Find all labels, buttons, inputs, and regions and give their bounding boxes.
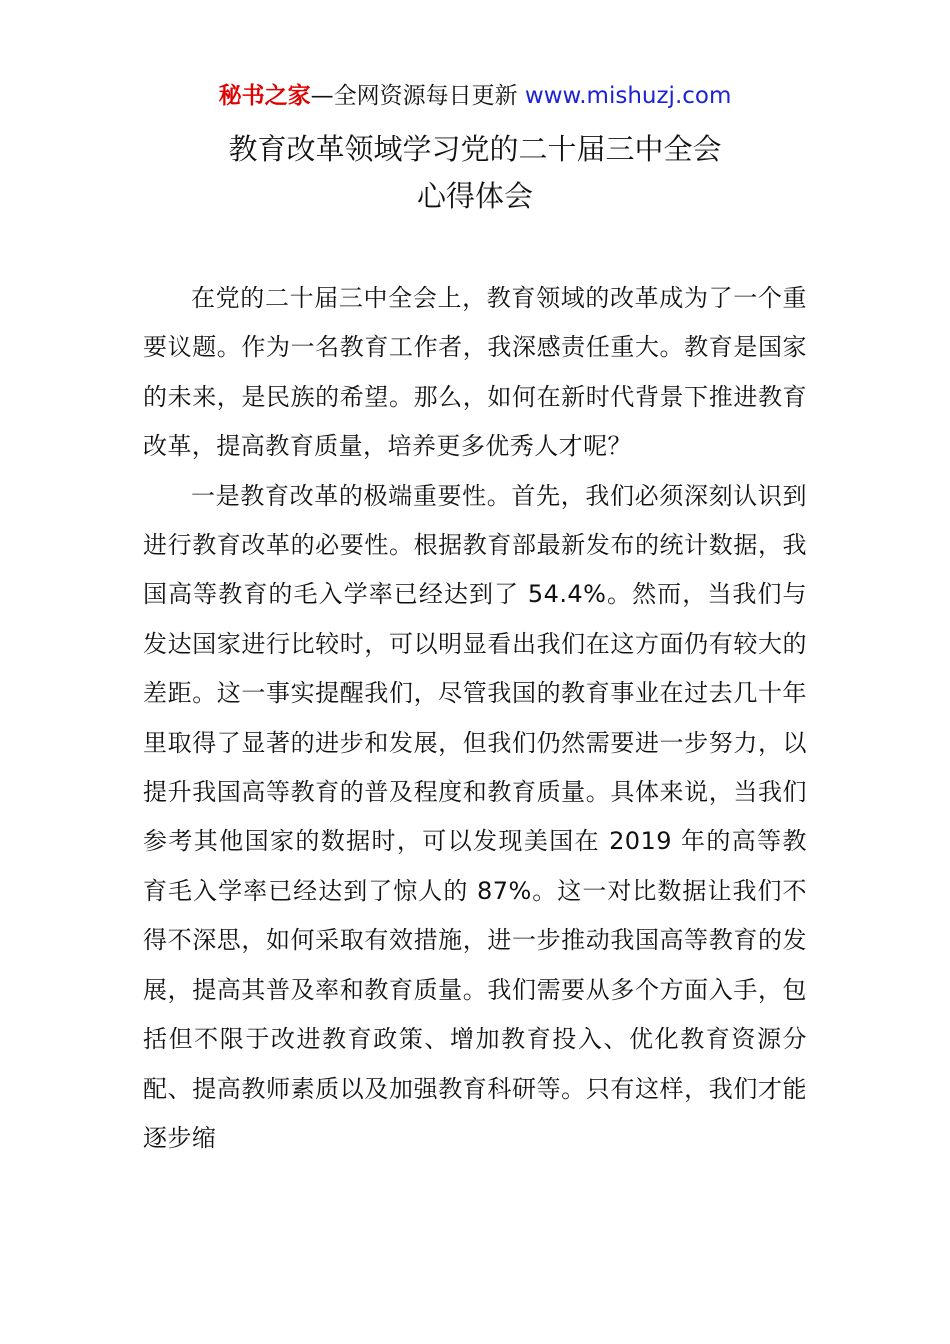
header-tagline: —全网资源每日更新 xyxy=(310,83,518,109)
body-paragraph-1: 在党的二十届三中全会上，教育领域的改革成为了一个重要议题。作为一名教育工作者，我深感责任重大。教育是国家的未来，是民族的希望。那么，如何在新时代背景下推进教育改革，提高教育质量，培养更多优秀人才呢？ xyxy=(143,284,807,461)
body-paragraph-2: 一是教育改革的极端重要性。首先，我们必须深刻认识到进行教育改革的必要性。根据教育部最新发布的统计数据，我国高等教育的毛入学率已经达到了 54.4%。然而，当我们与发达国家进行比较时，可以明显看出我们在这方面仍有较大的差距。这一事实提醒我们，尽管我国的教育事业在过去几十年里取得了显著的进步和发展，但我们仍然需要进一步努力，以提升我国高等教育的普及程度和教育质量。具体来说，当我们参考其他国家的数据时，可以发现美国在 2019 年的高等教育毛入学率已经达到了惊人的 87%。这一对比数据让我们不得不深思，如何采取有效措施，进一步推动我国高等教育的发展，提高其普及率和教育质量。我们需要从多个方面入手，包括但不限于改进教育政策、增加教育投入、优化教育资源分配、提高教师素质以及加强教育科研等。只有这样，我们才能逐步缩 xyxy=(143,481,807,1152)
document-title xyxy=(0,126,950,220)
title-line-2: 心得体会 xyxy=(416,179,533,213)
brand-name: 秘书之家 xyxy=(218,83,311,109)
site-url-link[interactable]: www.mishuzj.com xyxy=(524,83,732,109)
site-header xyxy=(0,80,950,112)
document-body xyxy=(143,274,807,1163)
title-line-1: 教育改革领域学习党的二十届三中全会 xyxy=(228,132,722,166)
